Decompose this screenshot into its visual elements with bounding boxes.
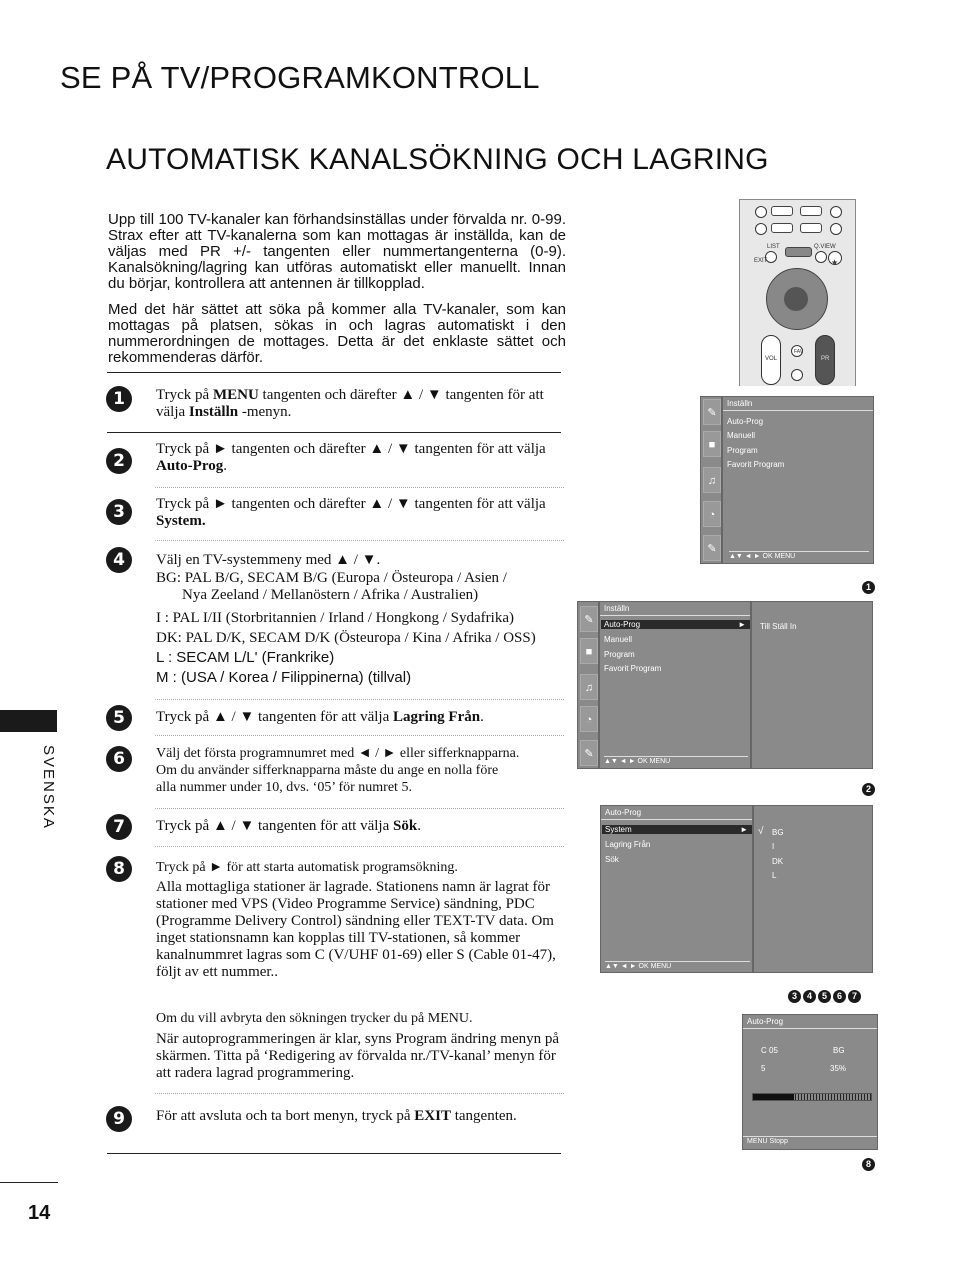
- menu-1-icon-column: [700, 396, 722, 564]
- menu-header: Auto-Prog: [601, 806, 752, 820]
- tv-menu-auto-prog-progress: [742, 1014, 878, 1150]
- remote-pause-button: [800, 206, 822, 216]
- language-label: SVENSKA: [40, 745, 57, 830]
- page-title: SE PÅ TV/PROGRAMKONTROLL: [60, 60, 540, 95]
- step-1-text: Tryck på MENU tangenten och därefter ▲ / ▼ tangenten för att välja Inställn -menyn.: [156, 387, 544, 420]
- menu-item-program: Program: [604, 650, 635, 659]
- star-icon: ★: [831, 258, 839, 267]
- menu-header: Inställn: [723, 397, 873, 411]
- menu-3-badges: 3 4 5 6 7: [786, 986, 861, 1004]
- menu-item-auto-prog-selected: Auto-Prog ►: [601, 620, 750, 629]
- page-number: 14: [28, 1202, 51, 1224]
- step-7-text: Tryck på ▲ / ▼ tangenten för att välja Sök.: [156, 818, 421, 834]
- dotted-divider: [155, 487, 564, 488]
- time-icon: ◔: [703, 501, 721, 527]
- remote-exit-label: EXIT: [754, 258, 768, 264]
- section-title: AUTOMATISK KANALSÖKNING OCH LAGRING: [106, 143, 769, 176]
- step-number-2: 2: [106, 448, 132, 474]
- menu-1-badge: 1: [860, 577, 875, 595]
- option-icon: ✎: [703, 535, 721, 561]
- remote-ok-button: [784, 287, 808, 311]
- tv-menu-auto-prog: [600, 805, 753, 973]
- step-8-cancel-note: Om du vill avbryta den sökningen trycker du på MENU.: [156, 1011, 473, 1026]
- dotted-divider: [155, 808, 564, 809]
- step-8-body: Alla mottagliga stationer är lagrade. Stationens namn är lagrat för stationer med VPS (Video Programme Service) sändning, PDC (Programme Delivery Control) sändning eller TEXT-TV data. Om inget stationsnamn kan kopplas till TV-stationen, så kommer kanalnummret lagras som C (V/UHF 01-69) eller S (Cable 01-47), följt av ett nummer..: [156, 879, 556, 980]
- language-tab-bar: [0, 710, 57, 732]
- step-number-8: 8: [106, 856, 132, 882]
- step-9-text: För att avsluta och ta bort menyn, tryck på EXIT tangenten.: [156, 1108, 517, 1124]
- setup-icon: ✎: [580, 606, 598, 632]
- step-2-text: Tryck på ► tangenten och därefter ▲ / ▼ tangenten för att välja Auto-Prog.: [156, 441, 546, 474]
- picture-icon: ■: [580, 638, 598, 664]
- submenu-till-stall-in: Till Ställ In: [760, 622, 797, 631]
- system-option-dk: DK: [772, 857, 784, 866]
- step-8-intro: Tryck på ► för att starta automatisk programsökning.: [156, 860, 458, 875]
- menu-item-sok: Sök: [605, 855, 619, 864]
- menu-header: Inställn: [600, 602, 750, 616]
- progress-percent: 35%: [830, 1064, 847, 1073]
- system-option-i: I: [772, 842, 775, 851]
- time-icon: ◔: [580, 706, 598, 732]
- step-number-4: 4: [106, 547, 132, 573]
- remote-vol-label: VOL: [765, 356, 778, 362]
- step-5-text: Tryck på ▲ / ▼ tangenten för att välja Lagring Från.: [156, 709, 484, 725]
- menu-item-system-selected: System ►: [602, 825, 752, 834]
- menu-item-favorit-program: Favorit Program: [727, 460, 785, 469]
- remote-fastforward-button: [830, 223, 842, 235]
- menu-footer: ▲▼ ◄ ► OK MENU: [729, 551, 869, 560]
- menu-item-lagring-fran: Lagring Från: [605, 840, 651, 849]
- submenu-panel: [751, 601, 873, 769]
- remote-play-button: [771, 206, 793, 216]
- divider: [107, 372, 561, 373]
- tv-menu-installn-expanded: [599, 601, 751, 769]
- picture-icon: ■: [703, 431, 721, 457]
- intro-paragraph-2: Med det här sättet att söka på kommer alla TV-kanaler, som kan mottagas på platsen, sökas in och lagras automatiskt i den nummerordningen de mottages. Detta är det enklaste sättet och rekommenderas därför.: [108, 301, 566, 366]
- tv-menu-installn: [722, 396, 874, 564]
- page-number-rule: [0, 1182, 58, 1183]
- remote-menu-button: [785, 247, 812, 257]
- system-value: BG: [833, 1046, 845, 1055]
- remote-qview-label: Q.VIEW: [814, 244, 836, 250]
- remote-stop-button: [755, 206, 767, 218]
- menu-2-badge: 2: [860, 779, 875, 797]
- step-number-3: 3: [106, 499, 132, 525]
- step-number-5: 5: [106, 705, 132, 731]
- dotted-divider: [155, 699, 564, 700]
- menu-2-icon-column: [577, 601, 599, 769]
- channel-value: C 05: [761, 1046, 778, 1055]
- menu-footer: ▲▼ ◄ ► OK MENU: [605, 961, 750, 970]
- step-8-completion-note: När autoprogrammeringen är klar, syns Program ändring menyn på skärmen. Titta på ‘Redigering av förvalda nr./TV-kanal’ menyn för att radera lagrad programmering.: [156, 1031, 560, 1081]
- remote-forward-button: [800, 223, 822, 233]
- step-number-6: 6: [106, 746, 132, 772]
- dotted-divider: [155, 1093, 564, 1094]
- dotted-divider: [155, 846, 564, 847]
- remote-back-button: [771, 223, 793, 233]
- remote-mute-button: [791, 369, 803, 381]
- remote-qview-button: [815, 251, 827, 263]
- step-number-9: 9: [106, 1106, 132, 1132]
- menu-4-badge: 8: [860, 1154, 875, 1172]
- menu-footer: MENU Stopp: [743, 1136, 877, 1145]
- step-6-text: Välj det första programnumret med ◄ / ► eller sifferknapparna. Om du använder sifferknapparna måste du ange en nolla före alla nummer under 10, dvs. ‘05’ för numret 5.: [156, 746, 520, 795]
- menu-item-program: Program: [727, 446, 758, 455]
- divider: [107, 432, 561, 433]
- remote-record-button: [830, 206, 842, 218]
- remote-rewind-button: [755, 223, 767, 235]
- remote-list-label: LIST: [767, 244, 780, 250]
- menu-item-manuell: Manuell: [604, 635, 633, 644]
- intro-paragraph-1: Upp till 100 TV-kanaler kan förhandsinställas under förvalda nr. 0-99. Strax efter att TV-kanalerna som kan mottagas är inställda, kan de väljas med PR +/- tangenten eller nummertangenterna (0-9). Kanalsökning/lagring kan utföras automatiskt eller manuellt. Innan du börjar, kontrollera att antennen är tillkopplad.: [108, 211, 566, 292]
- system-submenu-panel: [753, 805, 873, 973]
- option-icon: ✎: [580, 740, 598, 766]
- sound-icon: ♫: [703, 467, 721, 493]
- menu-header: Auto-Prog: [743, 1015, 877, 1029]
- step-4-text: Välj en TV-systemmeny med ▲ / ▼. BG: PAL B/G, SECAM B/G (Europa / Östeuropa / Asien / Nya Zeeland / Mellanöstern / Afrika / Australien) I : PAL I/II (Storbritannien / Irland / Hongkong / Sydafrika) DK: PAL D/K, SECAM D/K (Östeuropa / Kina / Afrika / OSS) L : SECAM L/L' (Frankrike) M : (USA / Korea / Filippinerna) (tillval): [156, 552, 536, 686]
- program-number-value: 5: [761, 1064, 766, 1073]
- sound-icon: ♫: [580, 674, 598, 700]
- remote-pr-label: PR: [821, 356, 830, 362]
- step-number-7: 7: [106, 814, 132, 840]
- divider: [107, 1153, 561, 1154]
- check-icon: √: [758, 826, 764, 837]
- setup-icon: ✎: [703, 399, 721, 425]
- menu-item-manuell: Manuell: [727, 431, 756, 440]
- menu-item-favorit-program: Favorit Program: [604, 664, 662, 673]
- system-option-bg: BG: [772, 828, 784, 837]
- system-option-l: L: [772, 871, 777, 880]
- menu-footer: ▲▼ ◄ ► OK MENU: [604, 756, 748, 765]
- dotted-divider: [155, 540, 564, 541]
- step-number-1: 1: [106, 386, 132, 412]
- step-3-text: Tryck på ► tangenten och därefter ▲ / ▼ tangenten för att välja System.: [156, 496, 546, 529]
- search-progress-bar: [752, 1093, 872, 1101]
- dotted-divider: [155, 735, 564, 736]
- remote-fav-label: FAV: [794, 349, 804, 355]
- search-progress-fill: [753, 1094, 794, 1100]
- menu-item-auto-prog: Auto-Prog: [727, 417, 764, 426]
